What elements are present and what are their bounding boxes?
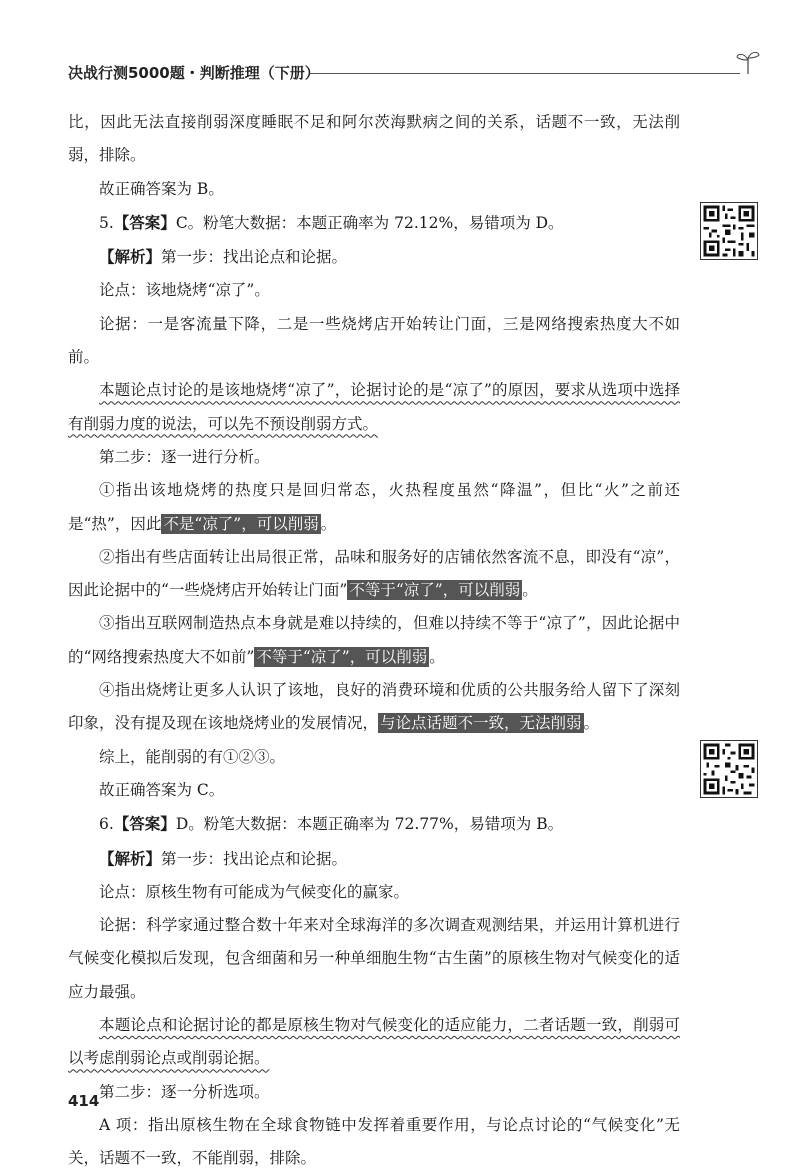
q5-step2: 第二步：逐一进行分析。 xyxy=(99,447,270,466)
wavy-underline-text: 本题论点和论据讨论的都是原核生物对气候变化的适应能力，二者话题一致，削弱可以考虑削弱论点或削弱论据。 xyxy=(68,1016,680,1068)
punct: 。 xyxy=(583,714,600,733)
q5-key-note xyxy=(68,374,680,441)
q5-option-1 xyxy=(68,474,680,541)
q5-option-3 xyxy=(68,607,680,674)
punct: 。 xyxy=(320,514,337,533)
q6-step2: 第二步：逐一分析选项。 xyxy=(99,1082,270,1101)
qr-code-icon[interactable] xyxy=(700,202,758,260)
answer-line: 故正确答案为 B。 xyxy=(99,179,224,198)
analysis-tag: 【解析】 xyxy=(99,848,162,868)
q6-analysis xyxy=(68,842,680,876)
option-text: ④指出烧烤让更多人认识了该地，良好的消费环境和优质的公共服务给人留下了深刻印象，没有提及现在该地烧烤业的发展情况， xyxy=(68,681,680,733)
header-rule xyxy=(310,73,740,74)
punct: 。 xyxy=(429,647,445,666)
option-text: ②指出有些店面转让出局很正常，品味和服务好的店铺依然客流不息，即没有“凉”，因此论据中的“一些烧烤店开始转让门面” xyxy=(68,547,680,600)
highlight-conclusion: 不等于“凉了”，可以削弱 xyxy=(256,647,428,666)
q6-answer xyxy=(68,807,680,841)
q6-key-note xyxy=(68,1009,680,1076)
sprout-icon xyxy=(734,48,762,76)
q5-option-4 xyxy=(68,674,680,741)
q6-evidence: 论据：科学家通过整合数十年来对全球海洋的多次调查观测结果，并运用计算机进行气候变化模拟后发现，包含细菌和另一种单细胞生物“古生菌”的原核生物对气候变化的适应力最强。 xyxy=(68,916,680,1001)
q6-option-a: A 项：指出原核生物在全球食物链中发挥着重要作用，与论点讨论的“气候变化”无关，话题不一致，不能削弱，排除。 xyxy=(68,1115,680,1168)
q5-answer xyxy=(68,206,680,240)
q5-analysis xyxy=(68,240,680,274)
paragraph: 比，因此无法直接削弱深度睡眠不足和阿尔茨海默病之间的关系，话题不一致，无法削弱，排除。 xyxy=(68,113,680,165)
punct: 。 xyxy=(522,581,538,600)
answer-tag: 【答案】 xyxy=(113,814,176,834)
header-title: 决战行测5000题・判断推理（下册） xyxy=(68,64,320,82)
q5-analysis-text: 第一步：找出论点和论据。 xyxy=(161,248,348,267)
highlight-conclusion: 与论点话题不一致，无法削弱 xyxy=(380,714,582,733)
q5-number: 5. xyxy=(99,213,114,232)
answer-tag: 【答案】 xyxy=(113,212,176,232)
option-text: ③指出互联网制造热点本身就是难以持续的，但难以持续不等于“凉了”，因此论据中的“网络搜索热度大不如前” xyxy=(68,614,680,666)
q5-evidence: 论据：一是客流量下降，二是一些烧烤店开始转让门面，三是网络搜索热度大不如前。 xyxy=(68,314,680,367)
q5-answer-text: C。粉笔大数据：本题正确率为 72.12%，易错项为 D。 xyxy=(175,213,564,232)
q5-final-answer: 故正确答案为 C。 xyxy=(99,780,225,799)
option-text: ①指出该地烧烤的热度只是回归常态，火热程度虽然“降温”，但比“火”之前还是“热”，因此 xyxy=(68,481,680,533)
q5-option-2 xyxy=(68,541,680,608)
wavy-underline-text: 本题论点讨论的是该地烧烤“凉了”，论据讨论的是“凉了”的原因，要求从选项中选择有削弱力度的说法，可以先不预设削弱方式。 xyxy=(68,381,680,433)
highlight-conclusion: 不是“凉了”，可以削弱 xyxy=(163,514,319,533)
q6-argument: 论点：原核生物有可能成为气候变化的赢家。 xyxy=(99,882,410,901)
page-number: 414 xyxy=(68,1092,100,1110)
q6-number: 6. xyxy=(99,815,114,834)
q6-analysis-text: 第一步：找出论点和论据。 xyxy=(161,849,348,868)
qr-code-icon[interactable] xyxy=(700,740,758,798)
page-body xyxy=(68,106,680,1176)
highlight-conclusion: 不等于“凉了”，可以削弱 xyxy=(349,581,521,600)
q5-summary: 综上，能削弱的有①②③。 xyxy=(99,747,286,766)
running-header xyxy=(68,58,758,92)
analysis-tag: 【解析】 xyxy=(99,247,162,267)
q6-answer-text: D。粉笔大数据：本题正确率为 72.77%，易错项为 B。 xyxy=(175,815,564,834)
q5-argument: 论点：该地烧烤“凉了”。 xyxy=(99,281,270,300)
